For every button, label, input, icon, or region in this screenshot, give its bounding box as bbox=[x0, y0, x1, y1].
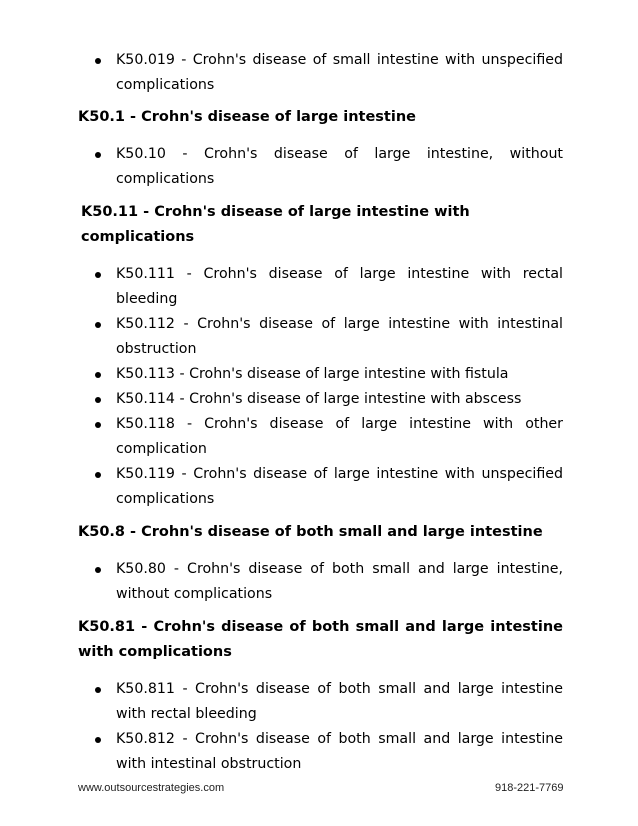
list-item-text: K50.10 - Crohn's disease of large intestine, without complications bbox=[116, 146, 563, 187]
footer-website[interactable]: www.outsourcestrategies.com bbox=[78, 782, 225, 794]
list-item-text: K50.118 - Crohn's disease of large intestine with other complication bbox=[116, 416, 563, 457]
list-item bbox=[78, 412, 563, 462]
bullet-icon bbox=[95, 58, 101, 64]
list-item bbox=[78, 48, 563, 98]
list-item bbox=[78, 387, 563, 412]
bullet-icon bbox=[95, 567, 101, 573]
code-list bbox=[78, 262, 563, 512]
list-item-text: K50.019 - Crohn's disease of small intestine with unspecified complications bbox=[116, 52, 563, 93]
bullet-icon bbox=[95, 472, 101, 478]
list-item-text: K50.113 - Crohn's disease of large intestine with fistula bbox=[116, 366, 509, 382]
bullet-icon bbox=[95, 687, 101, 693]
bullet-icon bbox=[95, 272, 101, 278]
list-item-text: K50.812 - Crohn's disease of both small and large intestine with intestinal obstruction bbox=[116, 731, 563, 772]
list-item-text: K50.111 - Crohn's disease of large intestine with rectal bleeding bbox=[116, 266, 563, 307]
list-item bbox=[78, 557, 563, 607]
code-list bbox=[78, 142, 563, 192]
bullet-icon bbox=[95, 152, 101, 158]
list-item bbox=[78, 262, 563, 312]
list-item bbox=[78, 677, 563, 727]
document-body bbox=[78, 48, 563, 777]
code-list bbox=[78, 677, 563, 777]
list-item-text: K50.811 - Crohn's disease of both small and large intestine with rectal bleeding bbox=[116, 681, 563, 722]
section-heading: K50.1 - Crohn's disease of large intestine bbox=[78, 109, 416, 125]
bullet-icon bbox=[95, 322, 101, 328]
section-heading: K50.8 - Crohn's disease of both small and large intestine bbox=[78, 524, 543, 540]
bullet-icon bbox=[95, 737, 101, 743]
list-item-text: K50.114 - Crohn's disease of large intestine with abscess bbox=[116, 391, 522, 407]
list-item bbox=[78, 142, 563, 192]
bullet-icon bbox=[95, 372, 101, 378]
code-list bbox=[78, 557, 563, 607]
code-list bbox=[78, 48, 563, 98]
list-item-text: K50.112 - Crohn's disease of large intestine with intestinal obstruction bbox=[116, 316, 563, 357]
list-item bbox=[78, 362, 563, 387]
section-heading: K50.11 - Crohn's disease of large intestine with complications bbox=[81, 204, 470, 245]
list-item bbox=[78, 727, 563, 777]
list-item bbox=[78, 462, 563, 512]
bullet-icon bbox=[95, 422, 101, 428]
bullet-icon bbox=[95, 397, 101, 403]
list-item bbox=[78, 312, 563, 362]
list-item-text: K50.80 - Crohn's disease of both small and large intestine, without complications bbox=[116, 561, 563, 602]
list-item-text: K50.119 - Crohn's disease of large intestine with unspecified complications bbox=[116, 466, 563, 507]
footer-phone: 918-221-7769 bbox=[495, 782, 564, 794]
section-heading: K50.81 - Crohn's disease of both small and large intestine with complications bbox=[78, 619, 563, 660]
